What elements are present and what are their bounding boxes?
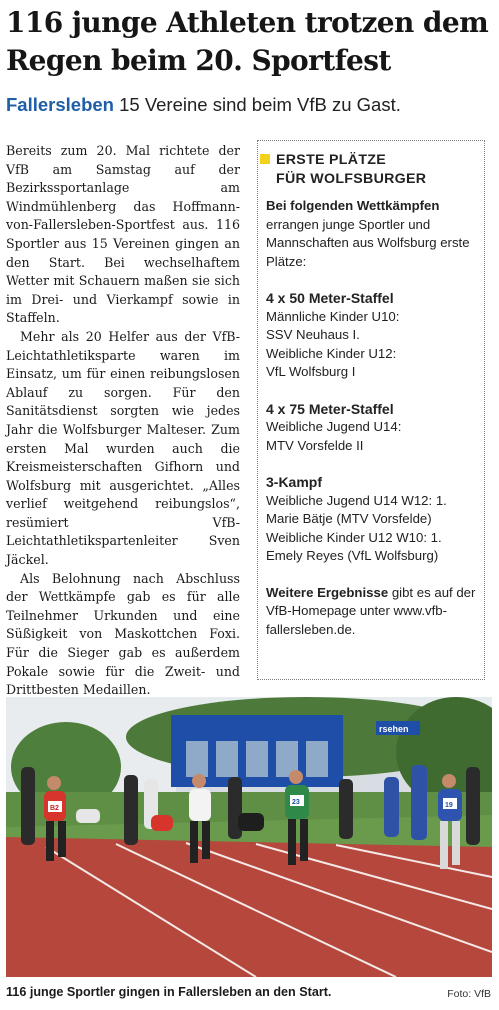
result-line: Weibliche Kinder U12 W10: 1. [266,529,442,545]
result-heading: 3-Kampf [266,474,323,490]
photo-caption: 116 junge Sportler gingen in Fallersleben an den Start. [6,985,332,999]
more-results-note: Weitere Ergebnisse gibt es auf der VfB-Homepage unter www.vfb-fallersleben.de. [266,584,476,637]
article-paragraph: Bereits zum 20. Mal richtete der VfB am Samstag auf der Bezirkssportanlage am Windmühlenberg das Hoffmann-von-Fallersleben-Sportfest aus. 116 Sportler aus 15 Vereinen gingen an den Start. Bei wechselhaftem Wetter mit Schauern maßen sie sich im Drei- und Vierkampf sowie in Staffeln. [6,143,240,326]
article-paragraph: Als Belohnung nach Abschluss der Wettkämpfe gab es für alle Teilnehmer Urkunden und eine Süßigkeit von Maskottchen Foxi. Für die Sieger gab es außerdem Pokale sowie für die Zweit- und Drittbesten Medaillen. [6,570,240,698]
results-infobox [257,140,485,680]
result-section [266,400,476,456]
dateline-place: Fallersleben [6,94,114,115]
infobox-title: ERSTE PLÄTZE FÜR WOLFSBURGER [258,151,476,189]
photo-illustration [6,697,492,977]
result-line: MTV Vorsfelde II [266,437,364,453]
yellow-marker-icon [260,154,270,164]
subheadline [6,93,401,117]
result-line: Männliche Kinder U10: [266,308,400,324]
result-line: Weibliche Jugend U14: [266,419,402,434]
subheadline-text: 15 Vereine sind beim VfB zu Gast. [119,94,401,115]
bib-number: 23 [292,799,300,806]
result-section [266,473,476,566]
result-line: SSV Neuhaus I. [266,327,360,342]
headline-line-2: Regen beim 20. Sportfest [6,44,391,77]
result-line: Marie Bätje (MTV Vorsfelde) [266,511,432,526]
result-line: VfL Wolfsburg I [266,364,356,379]
result-heading: 4 x 50 Meter-Staffel [266,290,394,306]
article-paragraph: Mehr als 20 Helfer aus der VfB-Leichtathletiksparte waren im Einsatz, um für einen reibungslosen Ablauf zu sorgen. Für den Sanitätsdienst sorgten wie jedes Jahr die Wolfsburger Malteser. Zum ersten Mal wurden auch die Kreismeisterschaften Gifhorn und Wolfsburg mit ausgerichtet. „Alles verlief weitgehend reibungslos“, resümiert VfB-Leichtathletikspartenleiter Sven Jäckel. [6,328,240,568]
result-line: Weibliche Jugend U14 W12: 1. [266,492,447,508]
result-section [266,289,476,382]
banner-text: rsehen [379,724,409,734]
bib-number: B2 [50,805,59,812]
headline [6,4,494,80]
sports-photo [6,697,492,977]
bib-number: 19 [445,802,453,809]
headline-line-1: 116 junge Athleten trotzen dem [6,6,489,39]
result-line: Weibliche Kinder U12: [266,345,397,361]
article-body [6,142,240,700]
result-heading: 4 x 75 Meter-Staffel [266,400,394,417]
photo-credit: Foto: VfB [447,988,491,1000]
infobox-intro: Bei folgenden Wettkämpfen errangen junge Sportler und Mannschaften aus Wolfsburg erste Plätze: [266,198,470,269]
result-line: Emely Reyes (VfL Wolfsburg) [266,548,439,563]
